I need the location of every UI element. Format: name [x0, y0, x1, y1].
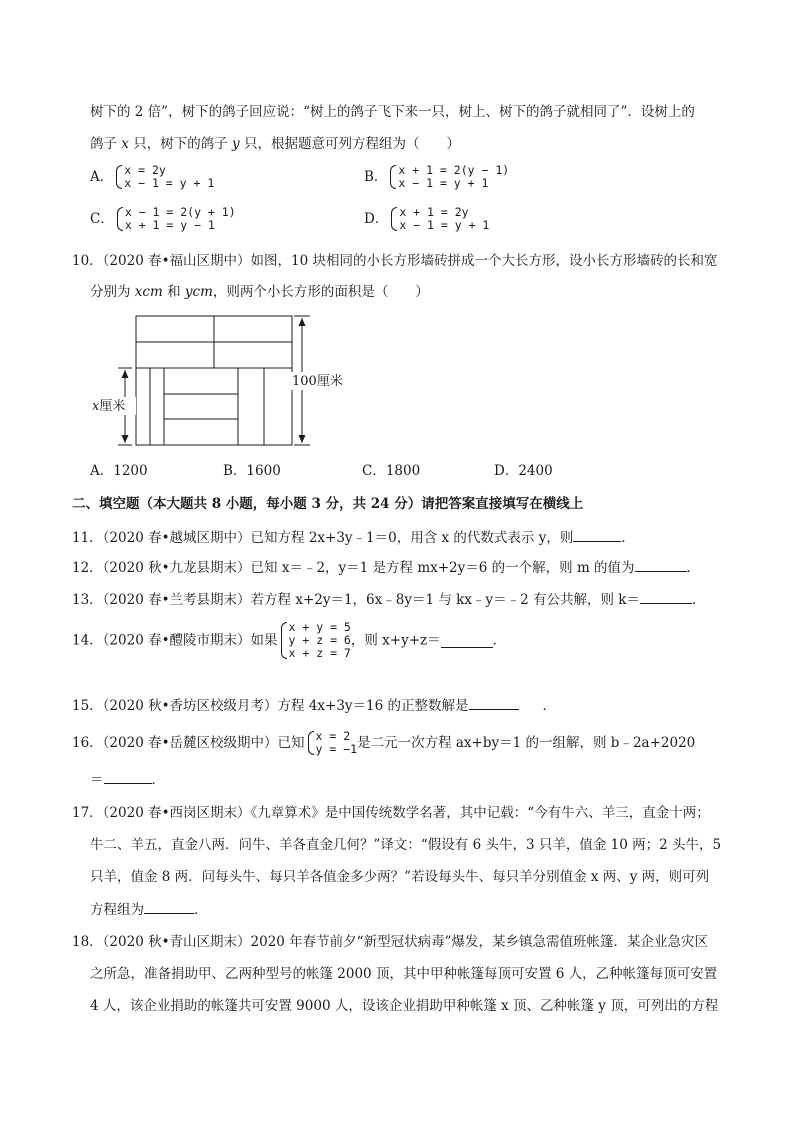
equation-system: [389, 164, 509, 190]
equation: x + 1 = 2(y − 1): [398, 163, 510, 177]
q13-text: 13．（2020 春•兰考县期末）若方程 x+2y＝1，6x﹣8y＝1 与 kx﹣y＝﹣2 有公共解，则 k＝: [72, 592, 640, 608]
option-label: D．: [364, 211, 389, 227]
q16-suffix: 是二元一次方程 ax+by＝1 的一组解，则 b﹣2a+2020: [357, 735, 696, 751]
answer-blank[interactable]: [104, 770, 152, 784]
arrow-head: [299, 318, 306, 326]
answer-blank[interactable]: [144, 900, 194, 914]
answer-blank[interactable]: [635, 558, 687, 572]
q18-line3: 4 人，该企业捐助的帐篷共可安置 9000 人，设该企业捐助甲种帐篷 x 顶、乙种帐篷 y 顶，可列出的方程: [90, 998, 719, 1014]
equation: x − 1 = y + 1: [398, 176, 489, 190]
q10-line2-c: ，则两个小长方形的面积是（ ）: [212, 284, 429, 300]
section-heading: 二、填空题（本大题共 8 小题，每小题 3 分，共 24 分）请把答案直接填写在横线上: [72, 496, 584, 512]
q12-text: 12．（2020 秋•九龙县期末）已知 x＝﹣2，y＝1 是方程 mx+2y＝6 的一个解，则 m 的值为: [72, 560, 635, 576]
equation-system: [390, 206, 489, 232]
q9-line2-a: 鸽子: [90, 136, 122, 152]
q10-line2: [90, 283, 429, 301]
q17-end: ．: [194, 902, 208, 918]
q10-option-a[interactable]: A．1200: [90, 463, 148, 479]
equation-system: [115, 164, 214, 190]
q16-equals: ＝: [90, 772, 104, 788]
q13-end: ．: [691, 592, 706, 608]
q16: [72, 730, 695, 756]
q17-line3: 只羊，值金 8 两．问每头牛、每只羊各值金多少两？”若设每头牛、每只羊分别值金 x 两、y 两，则可列: [90, 869, 710, 885]
option-label: C．: [90, 211, 114, 227]
q17-line2: 牛二、羊五，直金八两．问牛、羊各直金几何？”译文：“假设有 6 头牛，3 只羊，值金 10 两；2 头牛，5: [90, 837, 722, 853]
q10-option-b[interactable]: B．1600: [223, 463, 281, 479]
q16-text: 16．（2020 春•岳麓区校级期中）已知: [72, 735, 305, 751]
equation-system: [116, 206, 236, 232]
q9-var-y: y: [232, 136, 240, 152]
q13: [72, 590, 705, 609]
q10-option-c[interactable]: C．1800: [362, 463, 421, 479]
q15: [72, 696, 556, 715]
q11-text: 11．（2020 春•越城区期中）已知方程 2x+3y﹣1＝0，用含 x 的代数式表示 y，则: [72, 530, 574, 546]
equation: x = 2: [315, 729, 351, 743]
q14-text: 14．（2020 春•醴陵市期末）如果: [72, 632, 278, 649]
equation: y + z = 6: [288, 633, 351, 647]
equation: x − 1 = y + 1: [124, 176, 215, 190]
q17-line1: 17．（2020 春•西岗区期末）《九章算术》是中国传统数学名著，其中记载：“今有牛六、羊三，直金十两；: [72, 805, 710, 821]
q16-end: ．: [151, 772, 165, 788]
equation: x = 2y: [124, 163, 166, 177]
q10-brick-figure: [88, 310, 358, 450]
q9-option-d[interactable]: [364, 206, 489, 232]
equation-system: [307, 730, 358, 756]
q9-var-x: x: [121, 136, 129, 152]
q17-line4: [90, 900, 208, 919]
q9-line2: [90, 135, 460, 153]
q9-option-a[interactable]: [90, 164, 214, 190]
option-label: B．: [364, 169, 388, 185]
equation: x − 1 = y + 1: [399, 218, 490, 232]
q10-ycm: ycm: [184, 284, 213, 300]
q16-line2: [90, 770, 165, 789]
q10-line1: 10．（2020 春•福山区期中）如图，10 块相同的小长方形墙砖拼成一个大长方形，设小长方形墙砖的长和宽: [72, 253, 718, 269]
equation: x + 1 = 2y: [399, 205, 469, 219]
answer-blank[interactable]: [441, 634, 493, 648]
equation: x + z = 7: [288, 646, 351, 660]
q12-end: ．: [686, 560, 701, 576]
equation: y = −1: [315, 742, 358, 756]
q9-option-c[interactable]: [90, 206, 236, 232]
q17-text: 方程组为: [90, 902, 144, 918]
equation: x + y = 5: [288, 620, 351, 634]
answer-blank[interactable]: [573, 528, 621, 542]
q10-line2-b: 和: [162, 284, 185, 300]
q9-option-b[interactable]: [364, 164, 509, 190]
q11: [72, 528, 635, 547]
answer-blank[interactable]: [640, 590, 692, 604]
q14: [72, 621, 506, 660]
arrow-head: [122, 435, 129, 443]
q9-line2-b: 只，树下的鸽子: [128, 136, 233, 152]
equation: x + 1 = y − 1: [124, 218, 215, 232]
q15-text: 15．（2020 秋•香坊区校级月考）方程 4x+3y＝16 的正整数解是: [72, 698, 469, 714]
q10-option-d[interactable]: D．2400: [494, 463, 553, 479]
q18-line1: 18．（2020 秋•青山区期末）2020 年春节前夕“新型冠状病毒”爆发，某乡镇急需值班帐篷．某企业急灾区: [72, 934, 708, 950]
answer-blank[interactable]: [469, 696, 519, 710]
equation-system: [280, 621, 351, 660]
equation: x − 1 = 2(y + 1): [124, 205, 236, 219]
x-dimension-label: [92, 398, 125, 414]
x-var: x: [92, 399, 100, 414]
q10-xcm: xcm: [134, 284, 163, 300]
q15-end: ．: [542, 698, 557, 714]
q10-line2-a: 分别为: [90, 284, 135, 300]
option-label: A．: [90, 169, 114, 185]
q11-end: ．: [621, 530, 635, 546]
arrow-head: [299, 435, 306, 443]
q18-line2: 之所急，准备捐助甲、乙两种型号的帐篷 2000 顶，其中甲种帐篷每顶可安置 6 人，乙种帐篷每顶可安置: [90, 966, 718, 982]
bottom-block-outline: [136, 368, 292, 445]
height-dimension-label: 100厘米: [292, 374, 343, 389]
q9-line1: 树下的 2 倍”，树下的鸽子回应说：“树上的鸽子飞下来一只，树上、树下的鸽子就相同了”．设树上的: [90, 104, 695, 120]
q14-end: ．: [492, 632, 507, 649]
arrow-head: [122, 370, 129, 378]
q14-suffix: ，则 x+y+z＝: [350, 632, 441, 649]
q9-line2-c: 只，根据题意可列方程组为（ ）: [239, 136, 460, 152]
q12: [72, 558, 700, 577]
x-unit: 厘米: [99, 399, 126, 414]
